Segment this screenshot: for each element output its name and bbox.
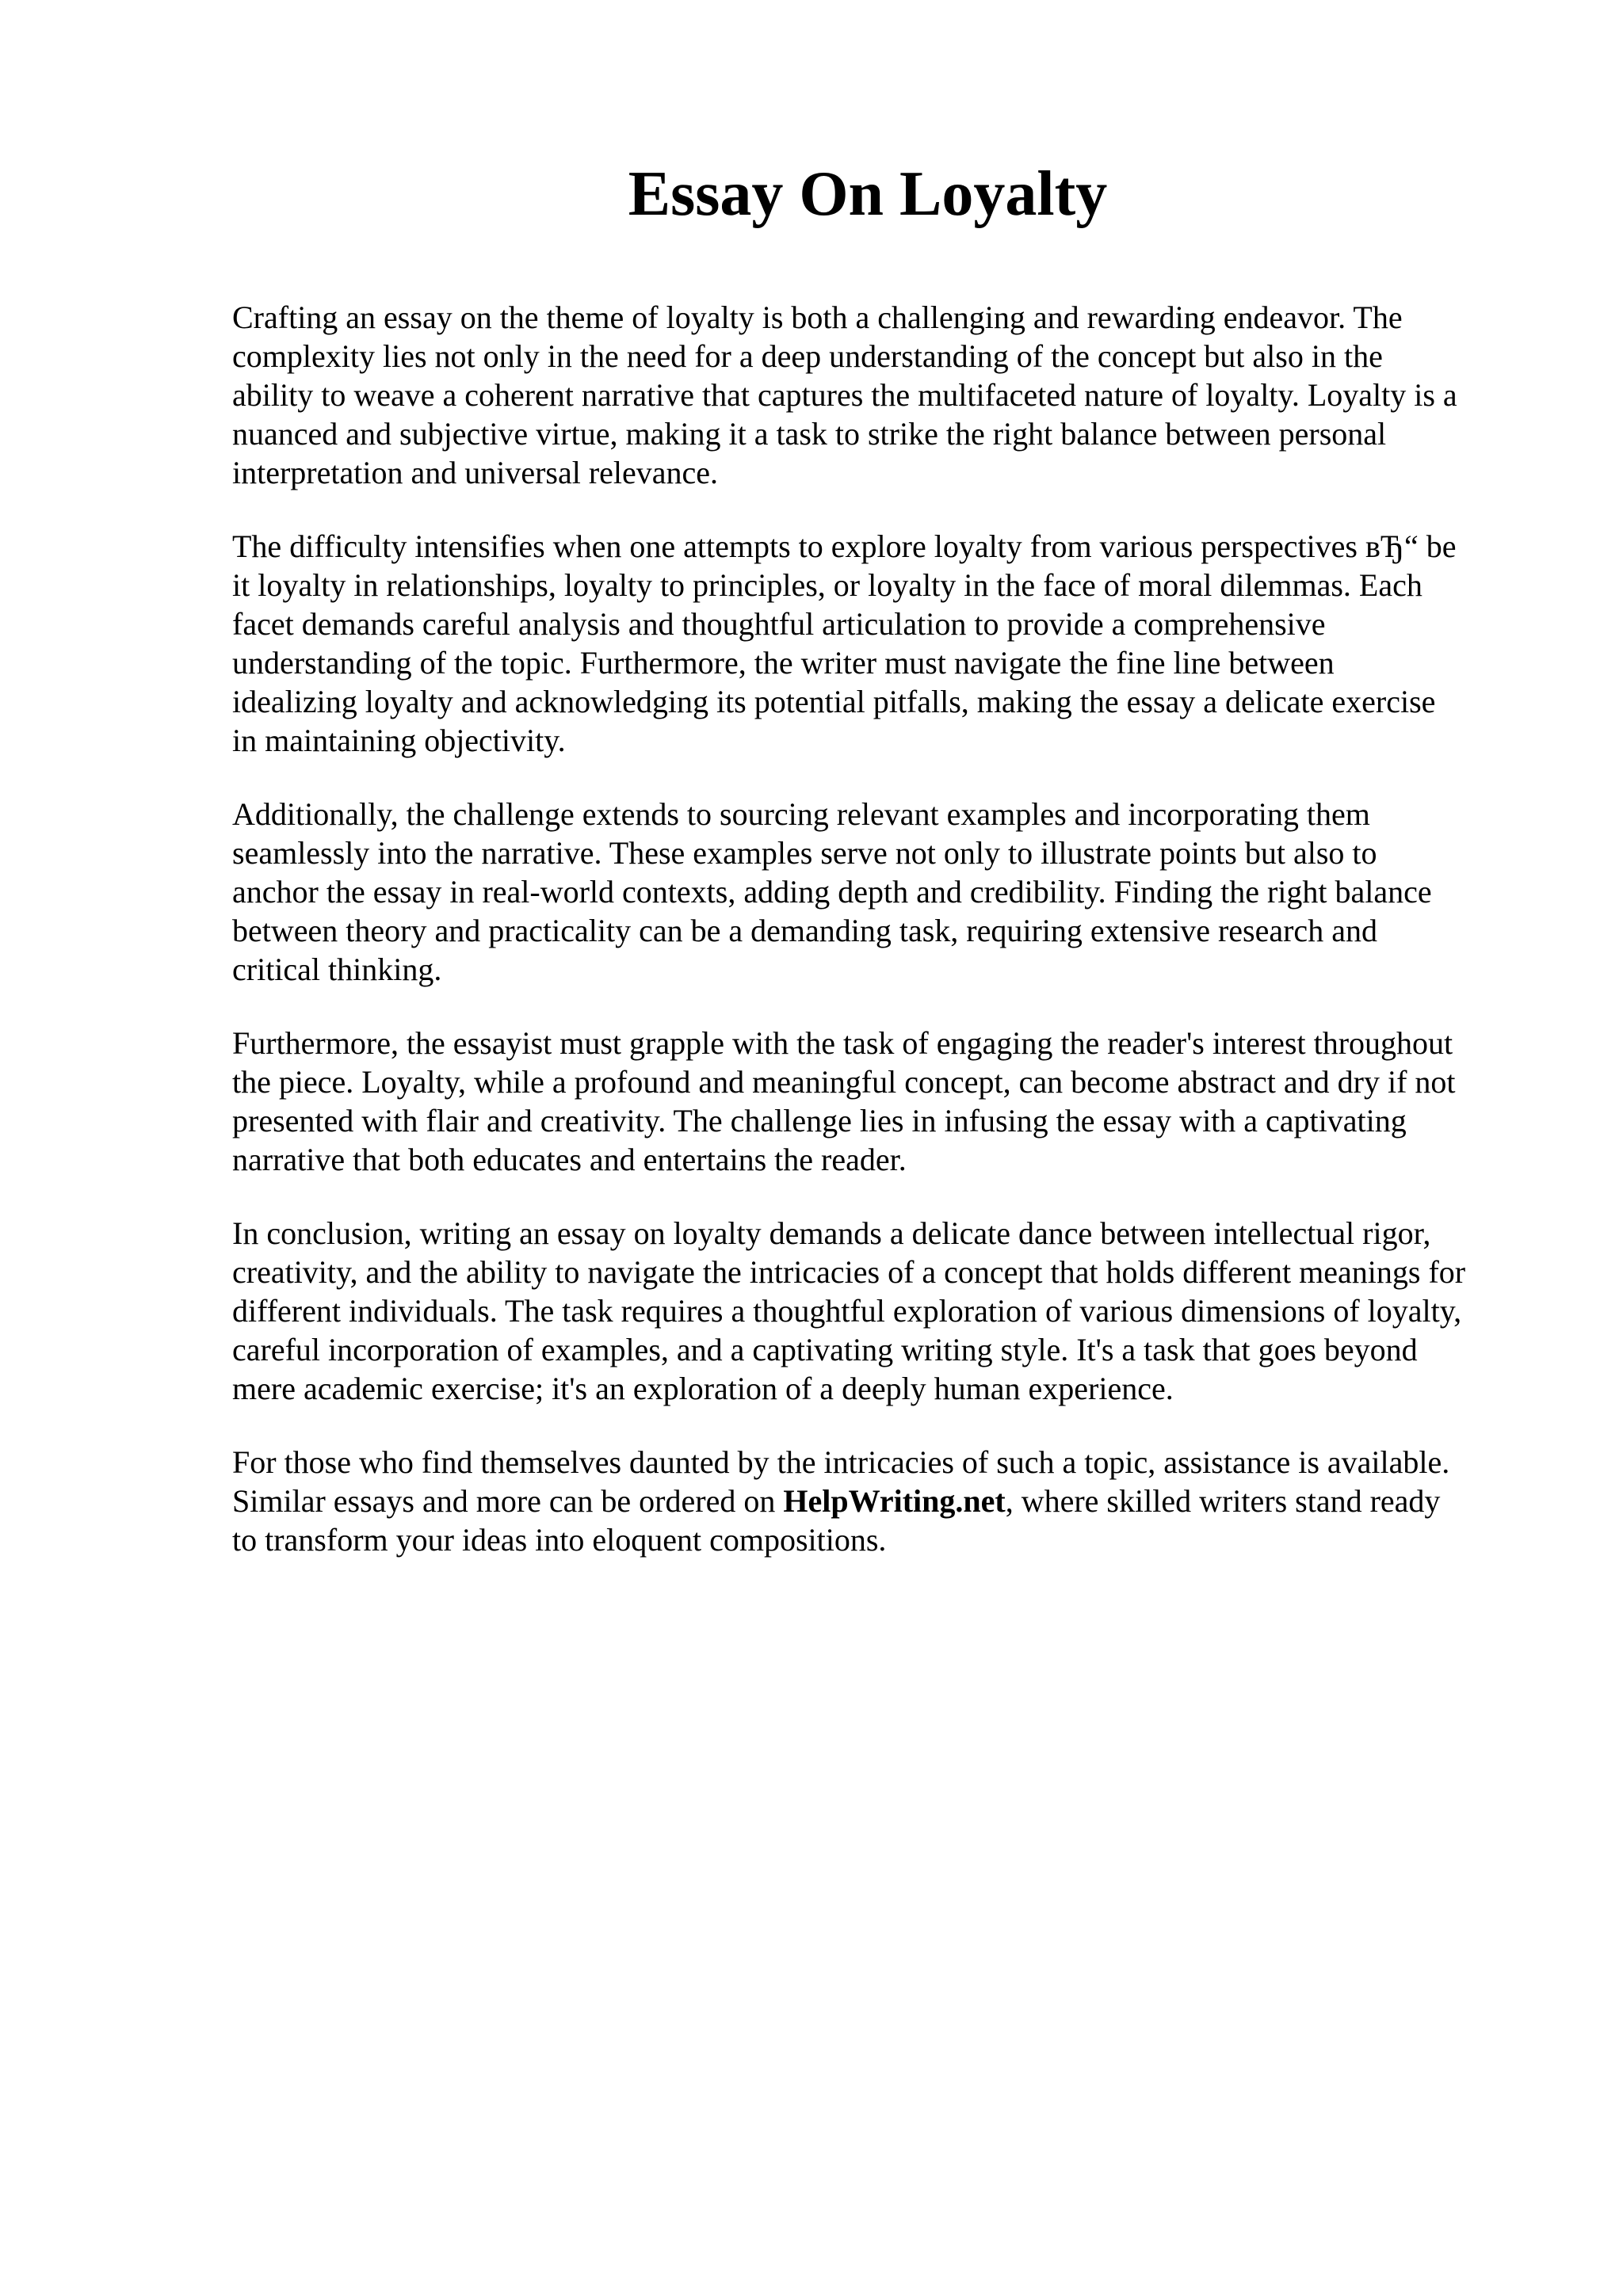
text-line: different individuals. The task requires a thoughtful exploration of various dimensions of loyalty, xyxy=(232,1293,1462,1329)
text-line: mere academic exercise; it's an exploration of a deeply human experience. xyxy=(232,1371,1174,1406)
text-line: the piece. Loyalty, while a profound and meaningful concept, can become abstract and dry if not xyxy=(232,1064,1456,1100)
text-line: Furthermore, the essayist must grapple with the task of engaging the reader's interest throughout xyxy=(232,1025,1453,1061)
text-line: Crafting an essay on the theme of loyalty is both a challenging and rewarding endeavor. The xyxy=(232,299,1403,335)
text-line: interpretation and universal relevance. xyxy=(232,455,719,490)
text-line: presented with flair and creativity. The challenge lies in infusing the essay with a captivating xyxy=(232,1103,1407,1138)
text-line: between theory and practicality can be a demanding task, requiring extensive research and xyxy=(232,913,1377,948)
text-line: In conclusion, writing an essay on loyalty demands a delicate dance between intellectual rigor, xyxy=(232,1215,1431,1251)
text-line: critical thinking. xyxy=(232,952,442,987)
text-line: to transform your ideas into eloquent compositions. xyxy=(232,1522,887,1558)
text-line: The difficulty intensifies when one attempts to explore loyalty from various perspectives вЂ“ be xyxy=(232,528,1457,564)
essay-paragraph-3 xyxy=(232,795,1524,989)
text-line: nuanced and subjective virtue, making it a task to strike the right balance between personal xyxy=(232,416,1387,452)
essay-body xyxy=(232,298,1524,1594)
text-line: idealizing loyalty and acknowledging its potential pitfalls, making the essay a delicate exercise xyxy=(232,684,1436,719)
brand-name: HelpWriting.net xyxy=(783,1483,1006,1519)
essay-paragraph-2 xyxy=(232,527,1524,760)
essay-paragraph-5 xyxy=(232,1214,1524,1408)
essay-paragraph-4 xyxy=(232,1024,1524,1179)
text-line: Additionally, the challenge extends to sourcing relevant examples and incorporating them xyxy=(232,796,1370,832)
closing-text-after: , where skilled writers stand ready xyxy=(1005,1483,1441,1519)
text-line: ability to weave a coherent narrative that captures the multifaceted nature of loyalty. Loyalty is a xyxy=(232,377,1457,413)
text-line: in maintaining objectivity. xyxy=(232,723,566,758)
text-line: careful incorporation of examples, and a captivating writing style. It's a task that goes beyond xyxy=(232,1332,1418,1367)
text-line: narrative that both educates and entertains the reader. xyxy=(232,1142,907,1177)
text-line: facet demands careful analysis and thoughtful articulation to provide a comprehensive xyxy=(232,606,1326,642)
text-line: complexity lies not only in the need for a deep understanding of the concept but also in the xyxy=(232,338,1383,374)
text-line: seamlessly into the narrative. These examples serve not only to illustrate points but also to xyxy=(232,835,1377,871)
text-line: creativity, and the ability to navigate the intricacies of a concept that holds different meanings for xyxy=(232,1254,1466,1290)
essay-paragraph-1 xyxy=(232,298,1524,492)
closing-text-before: Similar essays and more can be ordered on xyxy=(232,1483,776,1519)
text-line: understanding of the topic. Furthermore, the writer must navigate the fine line between xyxy=(232,645,1335,681)
document-title: Essay On Loyalty xyxy=(628,159,1108,229)
text-line xyxy=(232,1482,1524,1520)
text-line: For those who find themselves daunted by the intricacies of such a topic, assistance is available. xyxy=(232,1444,1450,1480)
closing-paragraph xyxy=(232,1443,1524,1559)
text-line: anchor the essay in real-world contexts, adding depth and credibility. Finding the right balance xyxy=(232,874,1432,910)
text-line: it loyalty in relationships, loyalty to principles, or loyalty in the face of moral dilemmas. Each xyxy=(232,567,1423,603)
